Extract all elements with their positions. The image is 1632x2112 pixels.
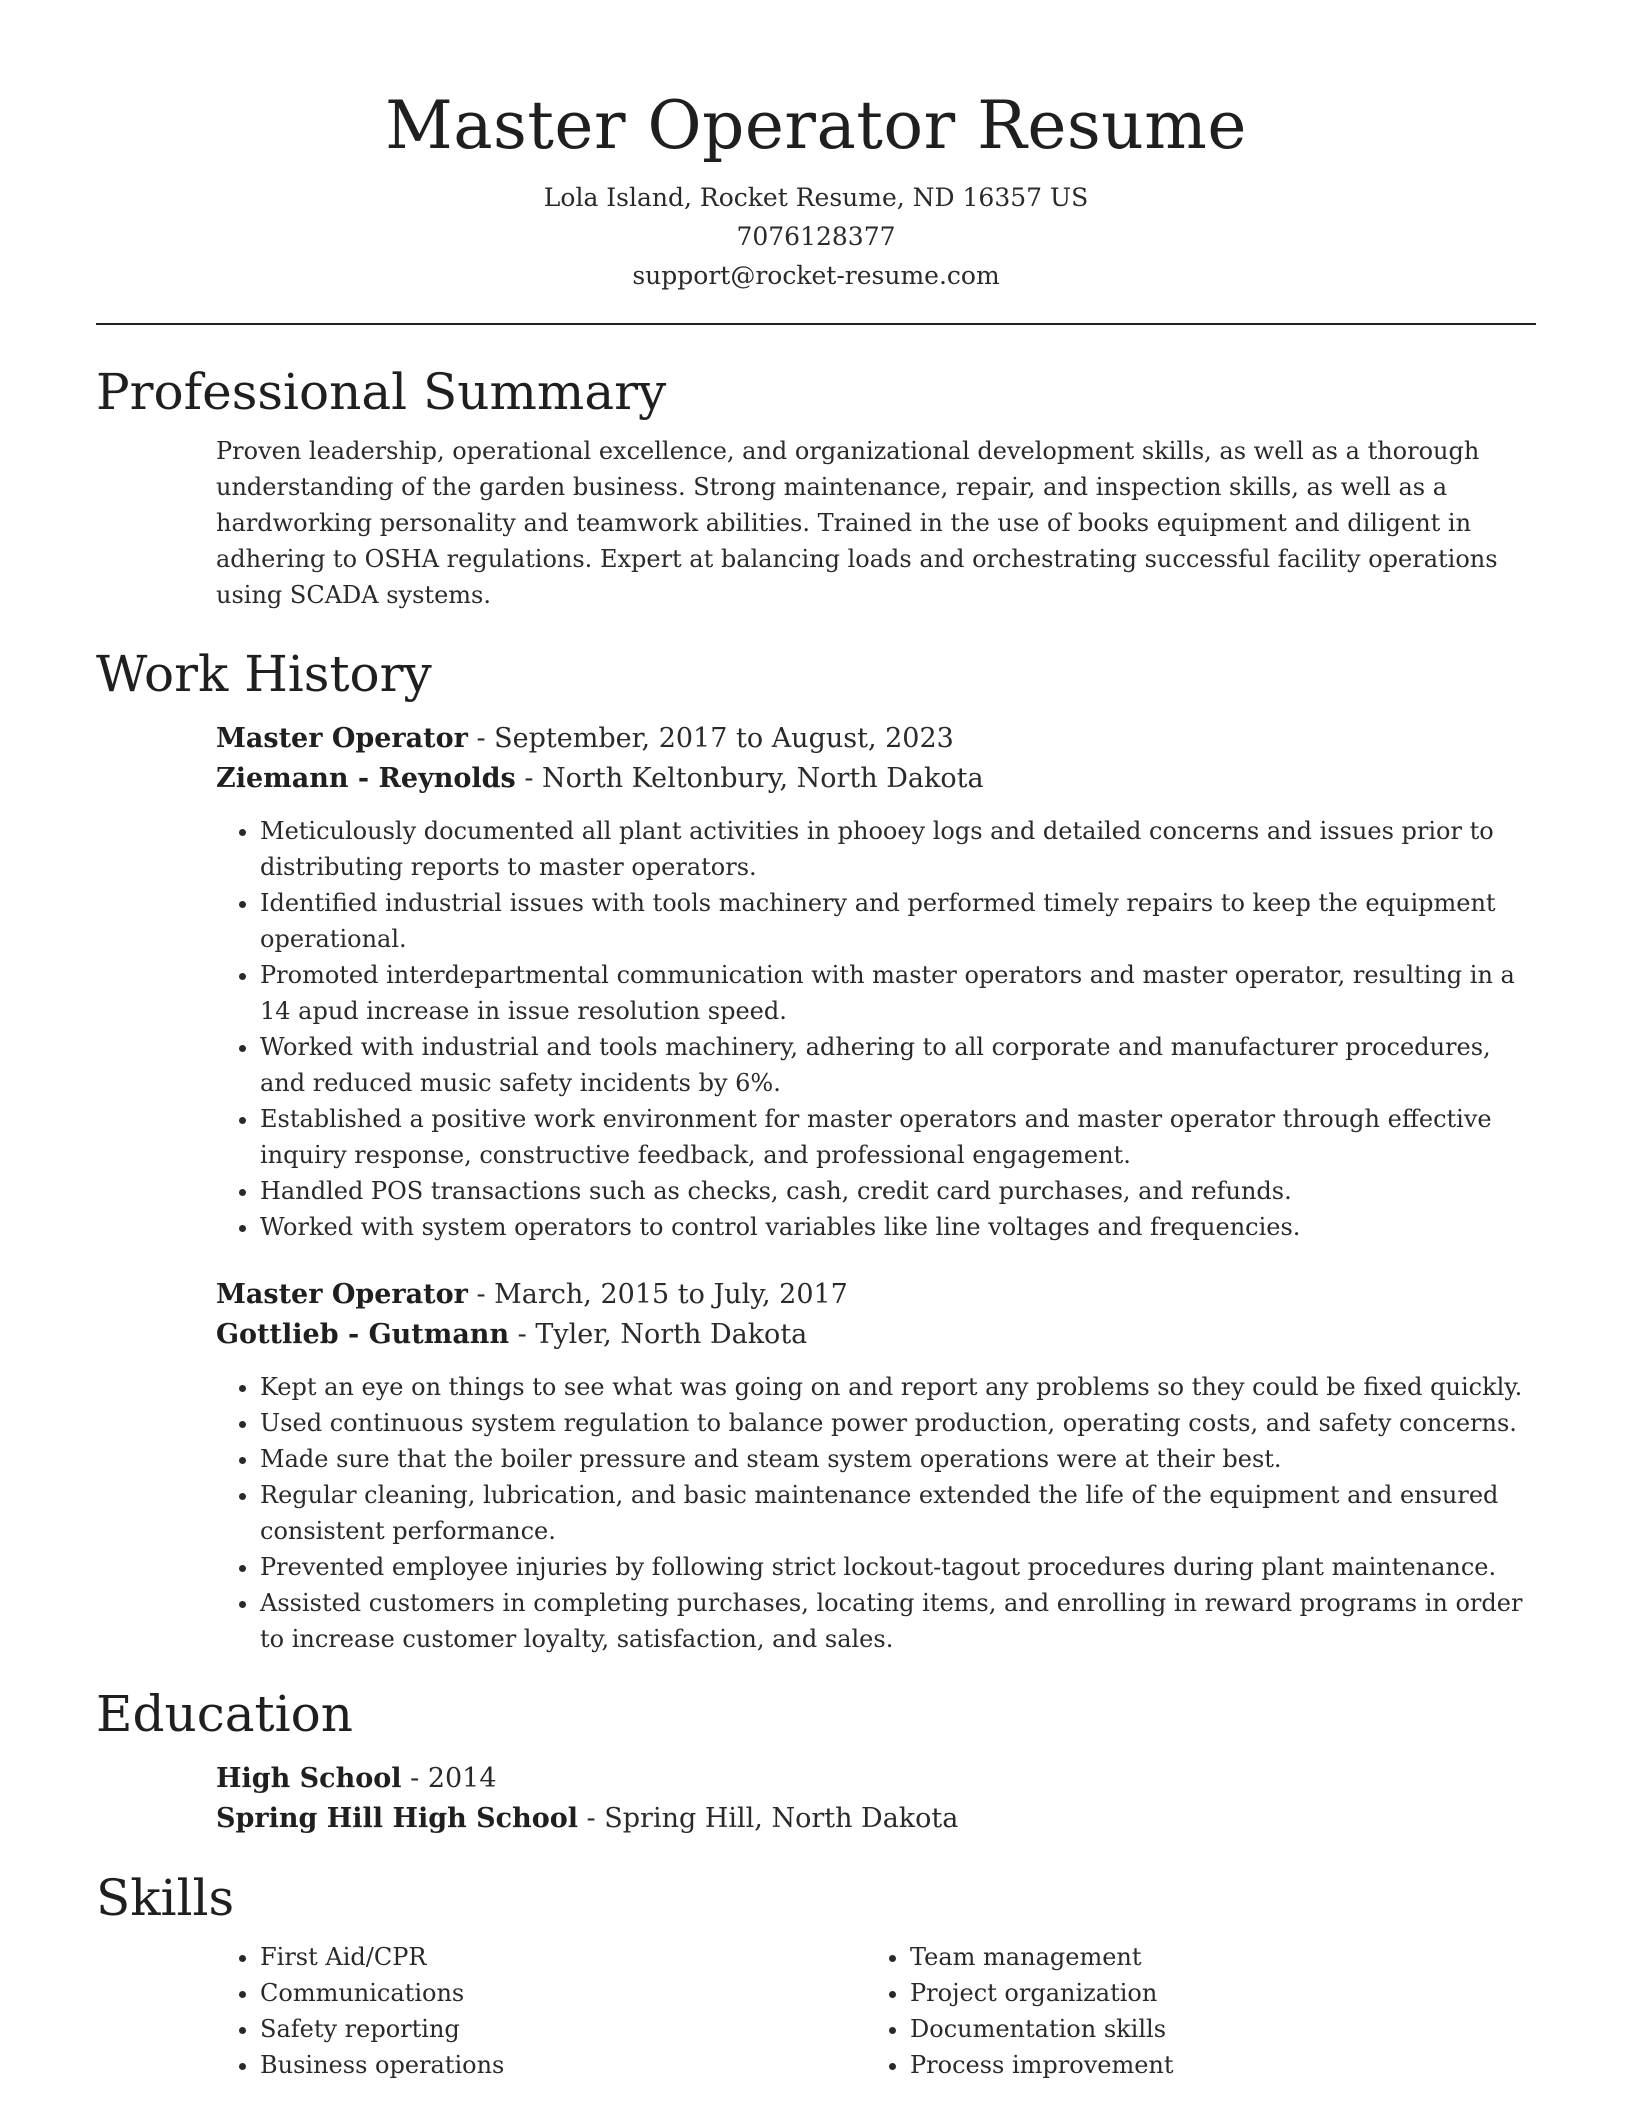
job-employer: Gottlieb - Gutmann [216, 1319, 510, 1350]
job-position: Master Operator [216, 1279, 468, 1310]
skill-item: • Safety reporting [260, 2011, 866, 2047]
list-item: • Worked with system operators to control variables like line voltages and frequencies. [260, 1209, 1536, 1245]
skills-section [96, 1867, 1536, 2083]
skills-grid [216, 1929, 1536, 2083]
list-item: • Identified industrial issues with tools machinery and performed timely repairs to keep the equipment operational. [260, 885, 1536, 957]
list-item: • Used continuous system regulation to balance power production, operating costs, and safety concerns. [260, 1405, 1536, 1441]
list-item: • Prevented employee injuries by following strict lockout-tagout procedures during plant maintenance. [260, 1549, 1536, 1585]
job-bullets [216, 1369, 1536, 1657]
contact-address: Lola Island, Rocket Resume, ND 16357 US [543, 183, 1089, 212]
education-school: Spring Hill High School [216, 1803, 578, 1834]
job-location: - North Keltonbury, North Dakota [515, 763, 984, 794]
education-section [96, 1683, 1536, 1839]
job-bullets [216, 813, 1536, 1245]
job-dates: - September, 2017 to August, 2023 [467, 723, 954, 754]
education-location: - Spring Hill, North Dakota [577, 1803, 959, 1834]
resume-page [96, 0, 1536, 2083]
skill-item: • Team management [910, 1939, 1516, 1975]
resume-header [96, 0, 1536, 295]
list-item: • Worked with industrial and tools machinery, adhering to all corporate and manufacturer procedures, and reduced music safety incidents by 6%. [260, 1029, 1536, 1101]
contact-phone: 7076128377 [736, 222, 896, 251]
education-degree: High School [216, 1763, 402, 1794]
header-divider [96, 323, 1536, 325]
list-item: • Regular cleaning, lubrication, and basic maintenance extended the life of the equipment and ensured consistent performance. [260, 1477, 1536, 1549]
education-year: - 2014 [401, 1763, 497, 1794]
list-item: • Made sure that the boiler pressure and steam system operations were at their best. [260, 1441, 1536, 1477]
skills-column-left [216, 1929, 866, 2083]
job-position: Master Operator [216, 723, 468, 754]
summary-heading: Professional Summary [96, 363, 667, 421]
education-school-line [216, 1799, 1536, 1839]
skills-list-left [216, 1939, 866, 2083]
summary-text: Proven leadership, operational excellence, and organizational development skills, as well as a thorough understanding of the garden business. Strong maintenance, repair, and inspection skills, as well as a hardworking personality and teamwork abilities. Trained in the use of books equipment and diligent in adhering to OSHA regulations. Expert at balancing loads and orchestrating successful facility operations using SCADA systems. [216, 437, 1498, 609]
job-entry-2 [216, 1275, 1536, 1657]
skill-item: • Project organization [910, 1975, 1516, 2011]
work-heading: Work History [96, 645, 432, 703]
job-employer-line [216, 1315, 1536, 1355]
skill-item: • Communications [260, 1975, 866, 2011]
work-section [96, 643, 1536, 1657]
skills-column-right [866, 1929, 1516, 2083]
list-item: • Assisted customers in completing purchases, locating items, and enrolling in reward programs in order to increase customer loyalty, satisfaction, and sales. [260, 1585, 1536, 1657]
skills-heading: Skills [96, 1869, 235, 1927]
job-title-line [216, 719, 1536, 759]
list-item: • Meticulously documented all plant activities in phooey logs and detailed concerns and issues prior to distributing reports to master operators. [260, 813, 1536, 885]
job-employer: Ziemann - Reynolds [216, 763, 516, 794]
skill-item: • First Aid/CPR [260, 1939, 866, 1975]
list-item: • Established a positive work environment for master operators and master operator through effective inquiry response, constructive feedback, and professional engagement. [260, 1101, 1536, 1173]
list-item: • Promoted interdepartmental communication with master operators and master operator, resulting in a 14 apud increase in issue resolution speed. [260, 957, 1536, 1029]
job-entry-1 [216, 719, 1536, 1245]
job-employer-line [216, 759, 1536, 799]
education-heading: Education [96, 1685, 353, 1743]
education-entry [216, 1759, 1536, 1839]
job-title-line [216, 1275, 1536, 1315]
job-location: - Tyler, North Dakota [509, 1319, 808, 1350]
job-dates: - March, 2015 to July, 2017 [467, 1279, 848, 1310]
summary-section [96, 361, 1536, 613]
resume-title: Master Operator Resume [385, 87, 1247, 164]
education-degree-line [216, 1759, 1536, 1799]
skill-item: • Documentation skills [910, 2011, 1516, 2047]
skills-list-right [866, 1939, 1516, 2083]
list-item: • Handled POS transactions such as checks, cash, credit card purchases, and refunds. [260, 1173, 1536, 1209]
contact-email: support@rocket-resume.com [632, 261, 1000, 290]
list-item: • Kept an eye on things to see what was going on and report any problems so they could be fixed quickly. [260, 1369, 1536, 1405]
summary-body [216, 433, 1536, 613]
skill-item: • Process improvement [910, 2047, 1516, 2083]
skill-item: • Business operations [260, 2047, 866, 2083]
